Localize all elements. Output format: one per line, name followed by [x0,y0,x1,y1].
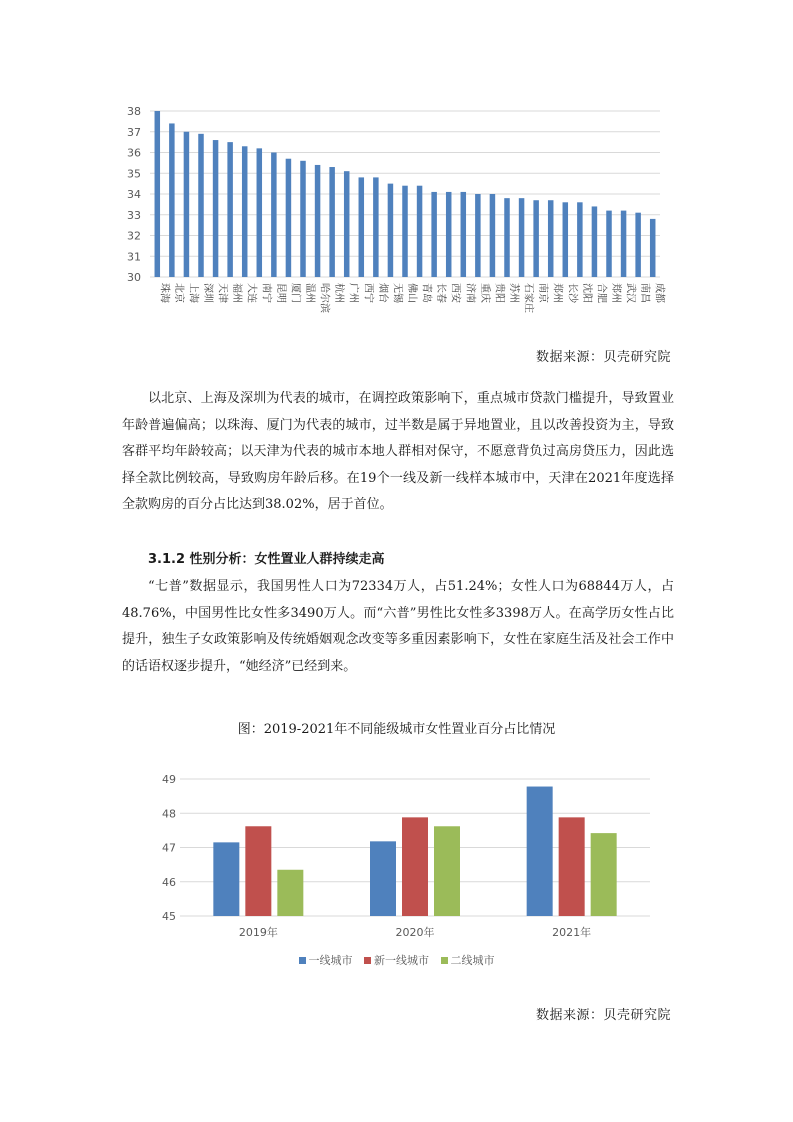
bar [271,153,277,278]
bar [417,186,423,277]
bar [388,184,394,277]
y-tick-label: 33 [127,208,141,222]
data-source-2: 数据来源：贝壳研究院 [535,1008,671,1023]
x-tick-label: 郑州 [551,283,563,303]
bar [213,140,219,277]
bar [155,111,161,277]
bar [373,177,379,277]
x-tick-label: 苏州 [508,283,519,303]
x-tick-label: 长春 [435,283,447,303]
legend-swatch-tier1 [299,957,306,964]
bar [650,219,656,277]
x-tick-label: 成都 [653,283,665,303]
bar [257,148,263,277]
bar [548,200,554,277]
bar [592,206,598,277]
x-tick-label: 昆明 [274,283,286,303]
section-heading-gender: 3.1.2 性别分析：女性置业人群持续走高 [148,552,385,567]
x-tick-label: 2021年 [552,926,592,939]
bar [431,192,437,277]
bar [242,146,248,277]
x-tick-label: 西安 [449,283,461,303]
bar [533,200,539,277]
bar [475,194,481,277]
x-tick-label: 石家庄 [522,283,534,313]
legend-item-tier1 [299,952,353,968]
x-tick-label: 广州 [347,283,359,303]
bar [434,826,460,916]
x-tick-label: 无锡 [391,283,403,303]
y-tick-label: 34 [127,188,141,201]
bar [577,202,583,277]
legend-swatch-tier2 [441,957,448,964]
bar [591,833,617,916]
x-tick-label: 郑州 [610,283,621,303]
y-tick-label: 37 [127,125,141,139]
bar [329,167,335,277]
bar [344,171,350,277]
x-tick-label: 南宁 [260,283,272,303]
x-tick-label: 温州 [304,283,315,303]
x-tick-label: 大连 [245,283,257,303]
bar [446,192,452,277]
y-tick-label: 47 [162,841,176,855]
y-tick-label: 35 [127,167,141,181]
y-tick-label: 32 [127,229,141,243]
x-tick-label: 2020年 [395,926,435,939]
bar [315,165,321,277]
bar [277,870,303,916]
x-tick-label: 厦门 [289,283,301,303]
legend-label-new-tier1: 新一线城市 [374,954,429,967]
x-tick-label: 天津 [216,283,228,303]
bar [286,159,292,277]
x-tick-label: 重庆 [478,283,490,303]
y-tick-label: 45 [162,910,176,923]
bar [527,787,553,916]
legend-label-tier2: 二线城市 [450,954,495,967]
legend-label-tier1: 一线城市 [308,954,353,967]
bar [198,134,204,277]
x-tick-label: 西宁 [362,283,374,303]
paragraph-age-analysis: 以北京、上海及深圳为代表的城市，在调控政策影响下，重点城市贷款门槛提升，导致置业年龄普遍偏高；以珠海、厦门为代表的城市，过半数是属于异地置业，且以改善投资为主，导致客群平均年龄较高；以天津为代表的城市本地人群相对保守，不愿意背负过高房贷压力，因此选择全款比例较高，导致购房年龄后移。在19个一线及新一线样本城市中，天津在2021年度选择全款购房的百分占比达到38.02%，居于首位。 [122,391,674,512]
chart-legend [0,952,793,968]
bar [169,123,175,277]
figure-title: 图：2019-2021年不同能级城市女性置业百分占比情况 [237,722,556,737]
y-tick-label: 31 [127,250,141,264]
x-tick-label: 珠海 [158,283,170,303]
bar [227,142,233,277]
x-tick-label: 哈尔滨 [318,283,330,313]
x-tick-label: 长沙 [566,283,578,303]
bar [402,186,408,277]
legend-item-tier2 [441,952,495,968]
bar [300,161,306,277]
bar [184,132,190,277]
paragraph-gender-analysis: “七普”数据显示，我国男性人口为72334万人，占51.24%；女性人口为68844万人，占48.76%，中国男性比女性多3490万人。而“六普”男性比女性多3398万人。在高学历女性占比提升，独生子女政策影响及传统婚姻观念改变等多重因素影响下，女性在家庭生活及社会工作中的话语权逐步提升，“她经济”已经到来。 [122,579,674,674]
x-tick-label: 烟台 [376,283,388,303]
x-tick-label: 上海 [187,283,199,303]
bar [559,817,585,916]
x-tick-label: 南京 [537,283,549,303]
bar [621,211,627,277]
x-tick-label: 南昌 [639,283,651,303]
y-tick-label: 38 [127,105,141,118]
legend-item-new-tier1 [364,952,429,968]
bar [606,211,612,277]
bar [490,194,496,277]
y-tick-label: 49 [162,773,176,786]
bar [402,817,428,916]
x-tick-label: 福州 [231,283,243,303]
y-tick-label: 30 [127,271,141,284]
x-tick-label: 济南 [464,283,476,303]
bar [519,198,525,277]
bar [245,826,271,916]
y-tick-label: 46 [162,875,176,889]
city-age-bar-chart [110,96,670,336]
x-tick-label: 北京 [172,283,184,303]
x-tick-label: 沈阳 [580,283,592,303]
x-tick-label: 杭州 [333,283,345,303]
bar [504,198,510,277]
bar [370,841,396,916]
data-source-1: 数据来源：贝壳研究院 [535,350,671,365]
x-tick-label: 贵阳 [493,283,505,303]
bar [563,202,569,277]
y-tick-label: 36 [127,146,141,160]
x-tick-label: 佛山 [406,283,417,303]
bar [359,177,365,277]
x-tick-label: 2019年 [238,926,278,939]
bar [635,213,641,277]
legend-swatch-new-tier1 [364,957,371,964]
bar [461,192,467,277]
y-tick-label: 48 [162,807,176,821]
x-tick-label: 武汉 [624,283,636,303]
bar [213,842,239,916]
x-tick-label: 青岛 [420,283,432,303]
x-tick-label: 合肥 [595,283,607,303]
female-buyers-bar-chart [150,764,650,984]
x-tick-label: 深圳 [202,283,213,303]
